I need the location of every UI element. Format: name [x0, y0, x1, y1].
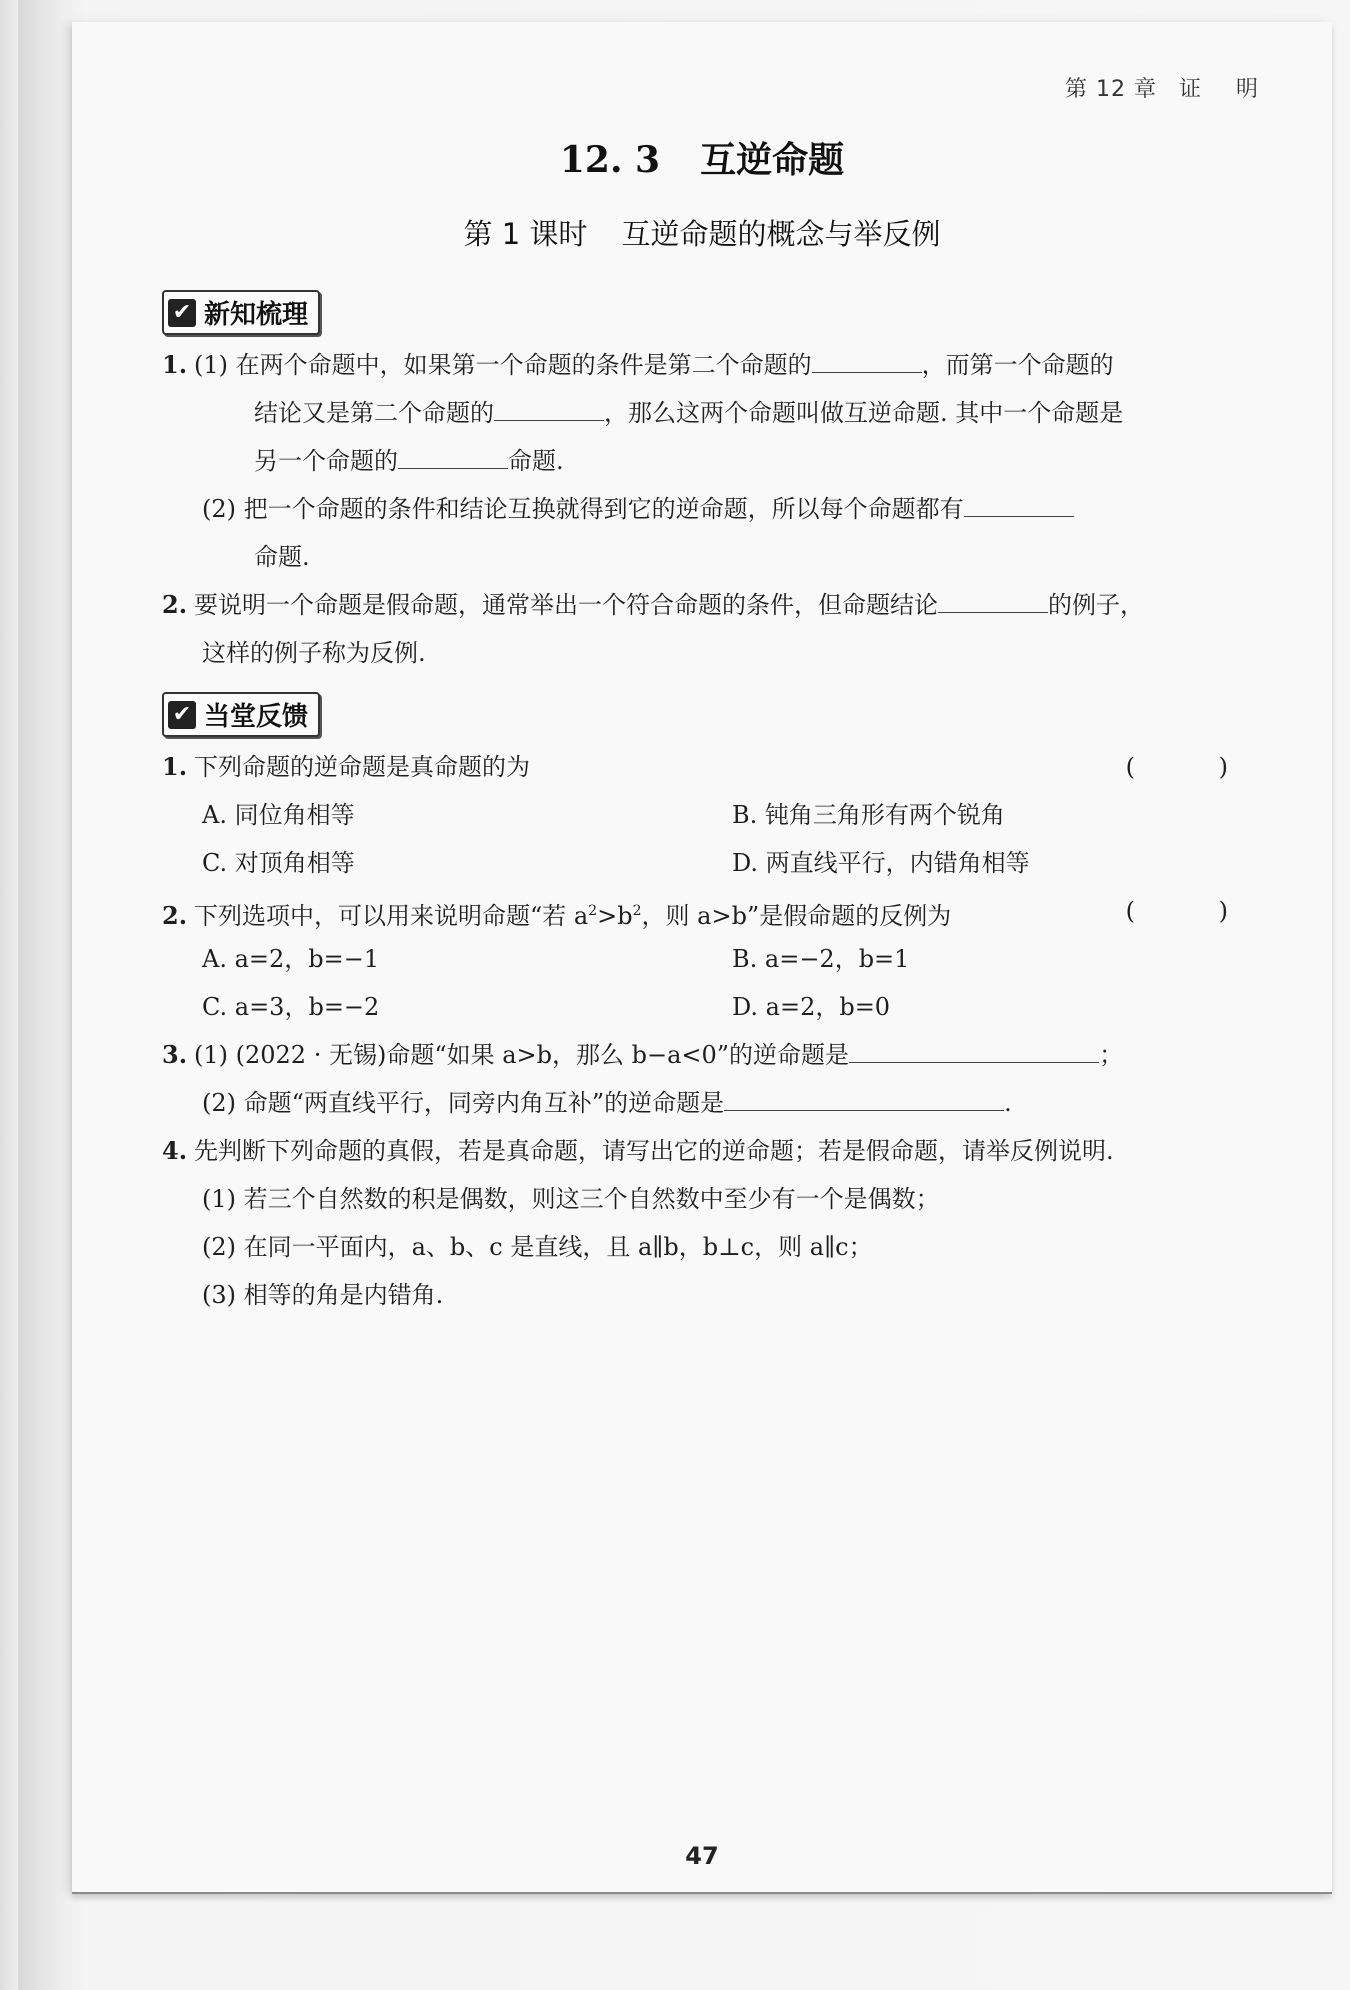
answer-bracket[interactable]: ( ) [1125, 753, 1266, 781]
question-text: 要说明一个命题是假命题，通常举出一个符合命题的条件，但命题结论 [194, 591, 938, 619]
question-line [162, 1038, 1123, 1072]
question-text: 另一个命题的 [254, 447, 398, 475]
workbook-page [72, 22, 1332, 1894]
fill-blank[interactable] [849, 1038, 1099, 1063]
fill-blank[interactable] [812, 348, 922, 373]
option-d[interactable]: D. 两直线平行，内错角相等 [732, 849, 1030, 877]
question-text: ，而第一个命题的 [921, 351, 1114, 379]
question-number: 2. [162, 590, 188, 619]
lesson-number: 第 1 课时 [463, 217, 588, 251]
section-title-text: 互逆命题 [700, 139, 845, 181]
chapter-number: 第 12 章 [1065, 77, 1157, 102]
page-number: 47 [685, 1842, 719, 1870]
question-text: (1) 在两个命题中，如果第一个命题的条件是第二个命题的 [194, 351, 812, 379]
section-number: 12. 3 [559, 139, 661, 181]
superscript: 2 [588, 903, 598, 919]
question-line [162, 750, 530, 784]
question-number: 2. [162, 901, 188, 930]
option-a[interactable]: A. 同位角相等 [202, 801, 355, 829]
section-title [72, 132, 1332, 183]
question-text: >b [597, 902, 633, 930]
option-b[interactable]: B. a=−2，b=1 [732, 945, 910, 973]
question-text: ，那么这两个命题叫做互逆命题. 其中一个命题是 [604, 399, 1124, 427]
fill-blank[interactable] [724, 1086, 1004, 1111]
option-c[interactable]: C. 对顶角相等 [202, 849, 355, 877]
sub-question: (2) 在同一平面内，a、b、c 是直线，且 a∥b，b⊥c，则 a∥c； [202, 1233, 873, 1261]
question-line [202, 1086, 1012, 1120]
question-line [162, 588, 1144, 622]
lesson-subtitle [72, 212, 1332, 253]
checkbox-icon: ✔ [168, 701, 196, 729]
question-text: . [1004, 1089, 1012, 1117]
sub-question: (3) 相等的角是内错角. [202, 1281, 444, 1309]
fill-blank[interactable] [964, 492, 1074, 517]
question-number: 1. [162, 752, 188, 781]
question-number: 4. [162, 1136, 188, 1165]
question-text: (2) 把一个命题的条件和结论互换就得到它的逆命题，所以每个命题都有 [202, 495, 964, 523]
section-header-in-class-feedback [162, 692, 320, 737]
answer-bracket[interactable]: ( ) [1125, 897, 1266, 925]
question-text: ； [1099, 1041, 1124, 1069]
question-text: ，则 a>b”是假命题的反例为 [641, 902, 952, 930]
question-line [162, 1134, 1114, 1168]
section-label: 当堂反馈 [204, 702, 309, 732]
question-line [162, 348, 1114, 382]
option-d[interactable]: D. a=2，b=0 [732, 993, 891, 1021]
chapter-name: 证 明 [1179, 77, 1272, 102]
question-text: (1) (2022 · 无锡)命题“如果 a>b，那么 b−a<0”的逆命题是 [194, 1041, 850, 1069]
chapter-header [1065, 72, 1272, 103]
question-number: 1. [162, 350, 188, 379]
checkbox-icon: ✔ [168, 299, 196, 327]
fill-blank[interactable] [938, 588, 1048, 613]
option-c[interactable]: C. a=3，b=−2 [202, 993, 380, 1021]
question-line [202, 492, 1074, 526]
question-number: 3. [162, 1040, 188, 1069]
question-line [254, 396, 1123, 430]
question-line [254, 540, 310, 574]
lesson-title: 互逆命题的概念与举反例 [621, 217, 941, 251]
question-text: 这样的例子称为反例. [202, 639, 426, 667]
question-text: 命题. [508, 447, 564, 475]
question-line [202, 636, 426, 670]
sub-question: (1) 若三个自然数的积是偶数，则这三个自然数中至少有一个是偶数； [202, 1185, 940, 1213]
question-text: 先判断下列命题的真假，若是真命题，请写出它的逆命题；若是假命题，请举反例说明. [194, 1137, 1114, 1165]
option-b[interactable]: B. 钝角三角形有两个锐角 [732, 801, 1005, 829]
question-text: 结论又是第二个命题的 [254, 399, 494, 427]
question-line [254, 444, 564, 478]
question-line [162, 894, 951, 933]
section-header-new-knowledge [162, 290, 320, 335]
question-text: (2) 命题“两直线平行，同旁内角互补”的逆命题是 [202, 1089, 725, 1117]
fill-blank[interactable] [494, 396, 604, 421]
question-text: 下列选项中，可以用来说明命题“若 a [194, 902, 589, 930]
fill-blank[interactable] [398, 444, 508, 469]
superscript: 2 [632, 903, 642, 919]
section-label: 新知梳理 [204, 300, 309, 330]
question-text: 命题. [254, 543, 310, 571]
question-text: 下列命题的逆命题是真命题的为 [194, 753, 530, 781]
option-a[interactable]: A. a=2，b=−1 [202, 945, 380, 973]
question-text: 的例子， [1048, 591, 1144, 619]
